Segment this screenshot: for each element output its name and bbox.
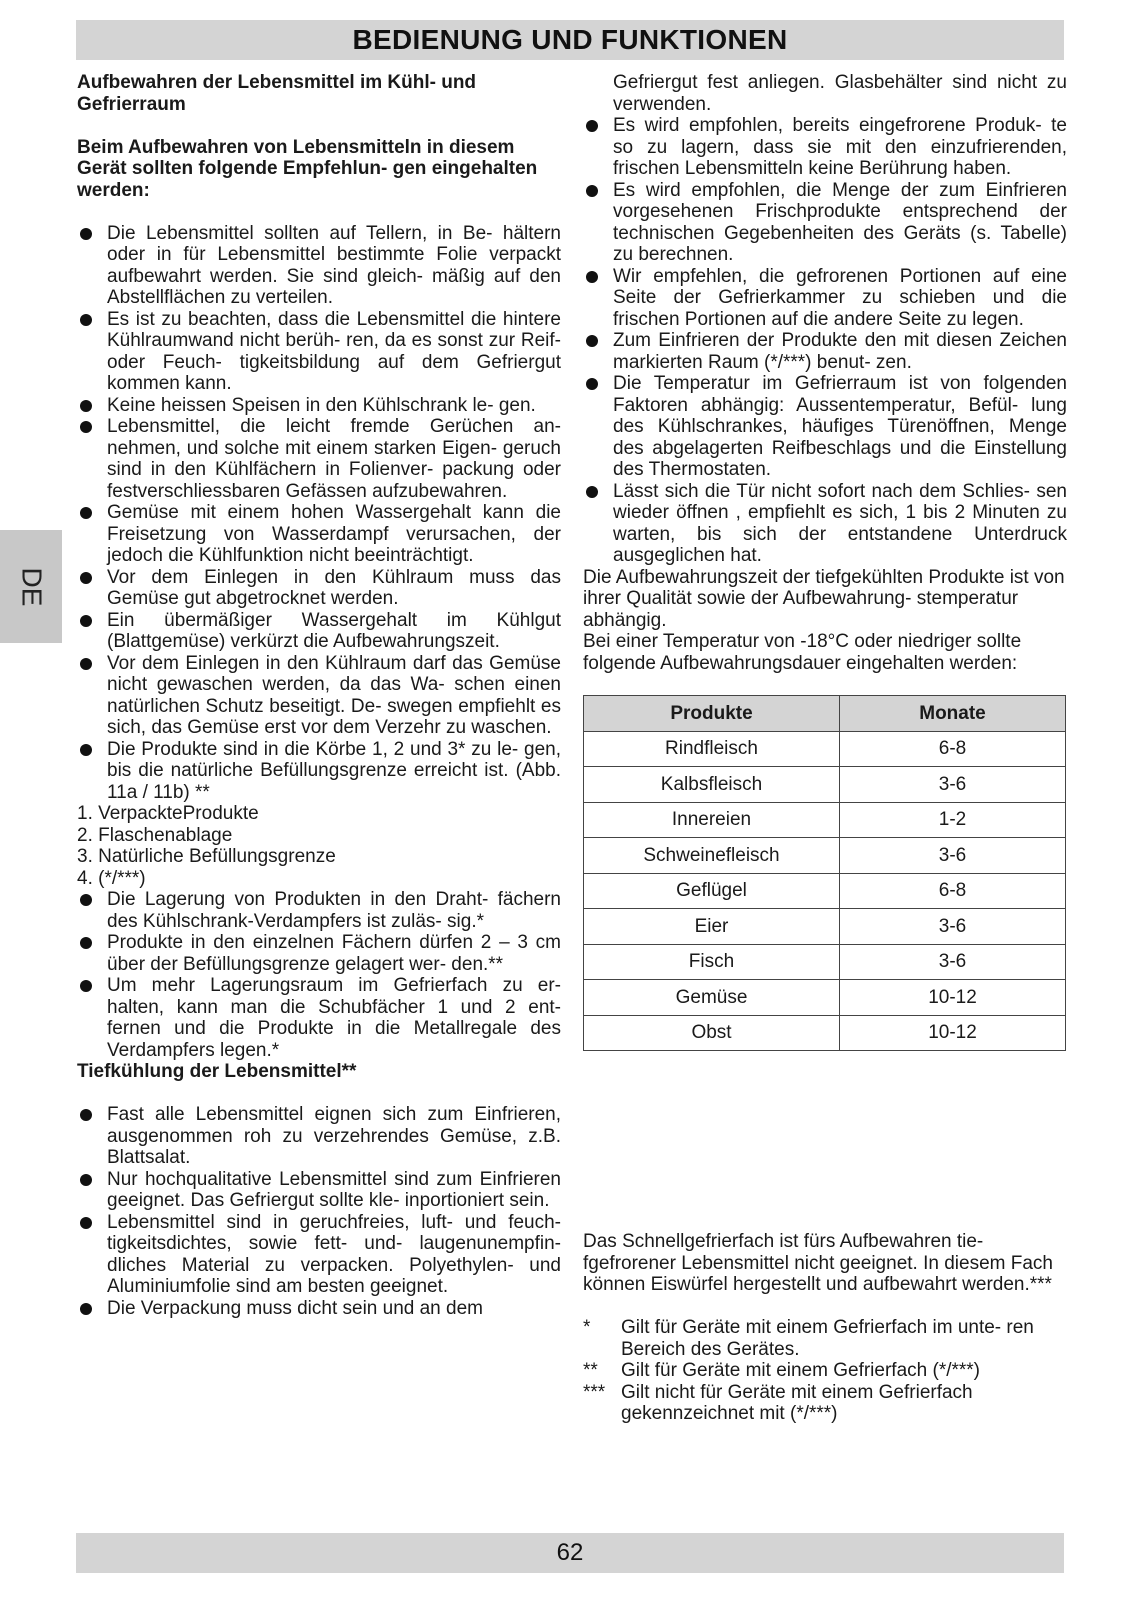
list-item: Zum Einfrieren der Produkte den mit diesen Zeichen markierten Raum (*/***) benut- zen. [583,330,1067,373]
left-column [77,72,561,1319]
list-item: Lebensmittel sind in geruchfreies, luft- und feuch- tigkeitsdichtes, sowie fett- und- laugenunempfin- dliches Material zu verpacken. Polyethylen- und Aluminiumfolie sind am besten geeignet. [77,1212,561,1298]
list-item: Es ist zu beachten, dass die Lebensmittel die hintere Kühlraumwand nicht berüh- ren, da es sonst zur Reif- oder Feuch- tigkeitsbildung auf dem Gefriergut kommen kann. [77,309,561,395]
table-row [584,731,1066,767]
product-cell: Eier [584,909,840,945]
footnote-mark: ** [583,1360,598,1381]
list-item: Die Verpackung muss dicht sein und an dem [77,1298,561,1320]
footnote-text: Gilt nicht für Geräte mit einem Gefrierfach gekennzeichnet mit (*/***) [621,1381,973,1424]
legend-item: 3. Natürliche Befüllungsgrenze [77,846,336,867]
product-cell: Fisch [584,944,840,980]
product-cell: Rindfleisch [584,731,840,767]
list-item: Die Produkte sind in die Körbe 1, 2 und 3* zu le- gen, bis die natürliche Befüllungsgrenze erreicht ist. (Abb. 11a / 11b) ** [77,739,561,804]
list-item: Nur hochqualitative Lebensmittel sind zum Einfrieren geeignet. Das Gefriergut sollte kle- inportioniert sein. [77,1169,561,1212]
figure-legend-list [77,803,561,889]
months-cell: 3-6 [840,767,1066,803]
list-item: Es wird empfohlen, die Menge der zum Einfrieren vorgesehenen Frischprodukte entsprechend der technischen Gegebenheiten des Geräts (s. Tabelle) zu berechnen. [583,180,1067,266]
product-cell: Gemüse [584,980,840,1016]
table-header-row [584,696,1066,732]
months-cell: 3-6 [840,909,1066,945]
footnote [583,1317,1067,1360]
language-label: DE [16,567,47,606]
right-column [583,72,1067,1425]
list-item: Es wird empfohlen, bereits eingefrorene Produk- te so zu lagern, dass sie mit den einzufrierenden, frischen Lebensmitteln keine Berührung haben. [583,115,1067,180]
months-cell: 3-6 [840,838,1066,874]
months-cell: 10-12 [840,980,1066,1016]
footnotes [583,1317,1067,1425]
continued-text: Gefriergut fest anliegen. Glasbehälter sind nicht zu verwenden. [613,72,1067,115]
column-header-products: Produkte [584,696,840,732]
months-cell: 1-2 [840,802,1066,838]
legend-item: 4. (*/***) [77,867,146,889]
list-item: Keine heissen Speisen in den Kühlschrank le- gen. [77,395,561,417]
list-item: Ein übermäßiger Wassergehalt im Kühlgut (Blattgemüse) verkürzt die Aufbewahrungszeit. [77,610,561,653]
list-item: Die Lagerung von Produkten in den Draht- fächern des Kühlschrank-Verdampfers ist zuläs- sig.* [77,889,561,932]
page-title: BEDIENUNG UND FUNKTIONEN [352,24,788,55]
months-cell: 6-8 [840,731,1066,767]
table-row [584,767,1066,803]
table-row [584,909,1066,945]
footnote [583,1382,1067,1425]
list-item: Wir empfehlen, die gefrorenen Portionen auf eine Seite der Gefrierkammer zu schieben und die frischen Portionen auf die andere Seite zu legen. [583,266,1067,331]
table-row [584,944,1066,980]
page-number: 62 [556,1539,584,1566]
list-item: Lässt sich die Tür nicht sofort nach dem Schlies- sen wieder öffnen , empfiehlt es sich, 1 bis 2 Minuten zu warten, bis sich der entstandene Unterdruck ausgeglichen hat. [583,481,1067,567]
table-row [584,873,1066,909]
list-item: Gemüse mit einem hohen Wassergehalt kann die Freisetzung von Wasserdampf verursachen, der jedoch die Kühlfunktion nicht beeinträchtigt. [77,502,561,567]
table-row [584,838,1066,874]
footnote-text: Gilt für Geräte mit einem Gefrierfach (*/***) [621,1360,980,1381]
table-row [584,802,1066,838]
list-item: Lebensmittel, die leicht fremde Gerüchen an- nehmen, und solche mit einem starken Eigen- geruch sind in den Kühlfächern in Folienver- packung oder festverschliessbaren Gefässen aufzubewahren. [77,416,561,502]
section-heading-freezing: Tiefkühlung der Lebensmittel** [77,1061,357,1082]
product-cell: Kalbsfleisch [584,767,840,803]
footnote [583,1360,1067,1382]
header-bar [76,20,1064,60]
product-cell: Geflügel [584,873,840,909]
quick-freeze-note: Das Schnellgefrierfach ist fürs Aufbewahren tie- fgefrorener Lebensmittel nicht geeignet. In diesem Fach können Eiswürfel hergestellt und aufbewahrt werden.*** [583,1231,1053,1295]
footnote-text: Gilt für Geräte mit einem Gefrierfach im unte- ren Bereich des Gerätes. [621,1317,1034,1360]
storage-notes-list [77,889,561,1061]
list-item: Vor dem Einlegen in den Kühlraum muss das Gemüse gut abgetrocknet werden. [77,567,561,610]
temperature-paragraph: Bei einer Temperatur von -18°C oder niedriger sollte folgende Aufbewahrungsdauer eingehalten werden: [583,631,1022,674]
months-cell: 3-6 [840,944,1066,980]
list-item: Vor dem Einlegen in den Kühlraum darf das Gemüse nicht gewaschen werden, da das Wa- schen einen natürlichen Schutz beseitigt. De- swegen empfiehlt es sich, das Gemüse erst vor dem Verzehr zu waschen. [77,653,561,739]
list-item: Die Lebensmittel sollten auf Tellern, in Be- hältern oder in für Lebensmittel bestimmte Folie verpackt aufbewahrt werden. Sie sind gleich- mäßig auf den Abstellflächen zu verteilen. [77,223,561,309]
language-tab [0,530,62,643]
freezing-recommendations-continued [583,115,1067,567]
legend-item: 2. Flaschenablage [77,824,233,846]
product-cell: Innereien [584,802,840,838]
storage-recommendations [77,223,561,804]
legend-item: 1. VerpackteProdukte [77,803,259,824]
list-item: Produkte in den einzelnen Fächern dürfen 2 – 3 cm über der Befüllungsgrenze gelagert wer- den.** [77,932,561,975]
list-item: Fast alle Lebensmittel eignen sich zum Einfrieren, ausgenommen roh zu verzehrendes Gemüse, z.B. Blattsalat. [77,1104,561,1169]
list-item: Um mehr Lagerungsraum im Gefrierfach zu er- halten, kann man die Schubfächer 1 und 2 ent- fernen und die Produkte in die Metallregale des Verdampfers legen.* [77,975,561,1061]
table-row [584,980,1066,1016]
column-header-months: Monate [840,696,1066,732]
storage-time-paragraph: Die Aufbewahrungszeit der tiefgekühlten Produkte ist von ihrer Qualität sowie der Aufbewahrung- stemperatur abhängig. [583,566,1065,631]
section-heading-storage: Aufbewahren der Lebensmittel im Kühl- und Gefrierraum [77,72,477,115]
footnote-mark: *** [583,1381,606,1403]
freezing-recommendations [77,1104,561,1319]
intro-text: Beim Aufbewahren von Lebensmitteln in diesem Gerät sollten folgende Empfehlun- gen eingehalten werden: [77,136,538,201]
list-item: Die Temperatur im Gefrierraum ist von folgenden Faktoren abhängig: Aussentemperatur, Befül- lung des Kühlschrankes, häufiges Türenöffnen, Menge des abgelagerten Reifbeschlags und die Einstellung des Thermostaten. [583,373,1067,481]
footer-bar [76,1533,1064,1573]
months-cell: 10-12 [840,1015,1066,1051]
footnote-mark: * [583,1317,591,1338]
product-cell: Obst [584,1015,840,1051]
storage-duration-table [583,695,1066,1051]
product-cell: Schweinefleisch [584,838,840,874]
table-row [584,1015,1066,1051]
months-cell: 6-8 [840,873,1066,909]
